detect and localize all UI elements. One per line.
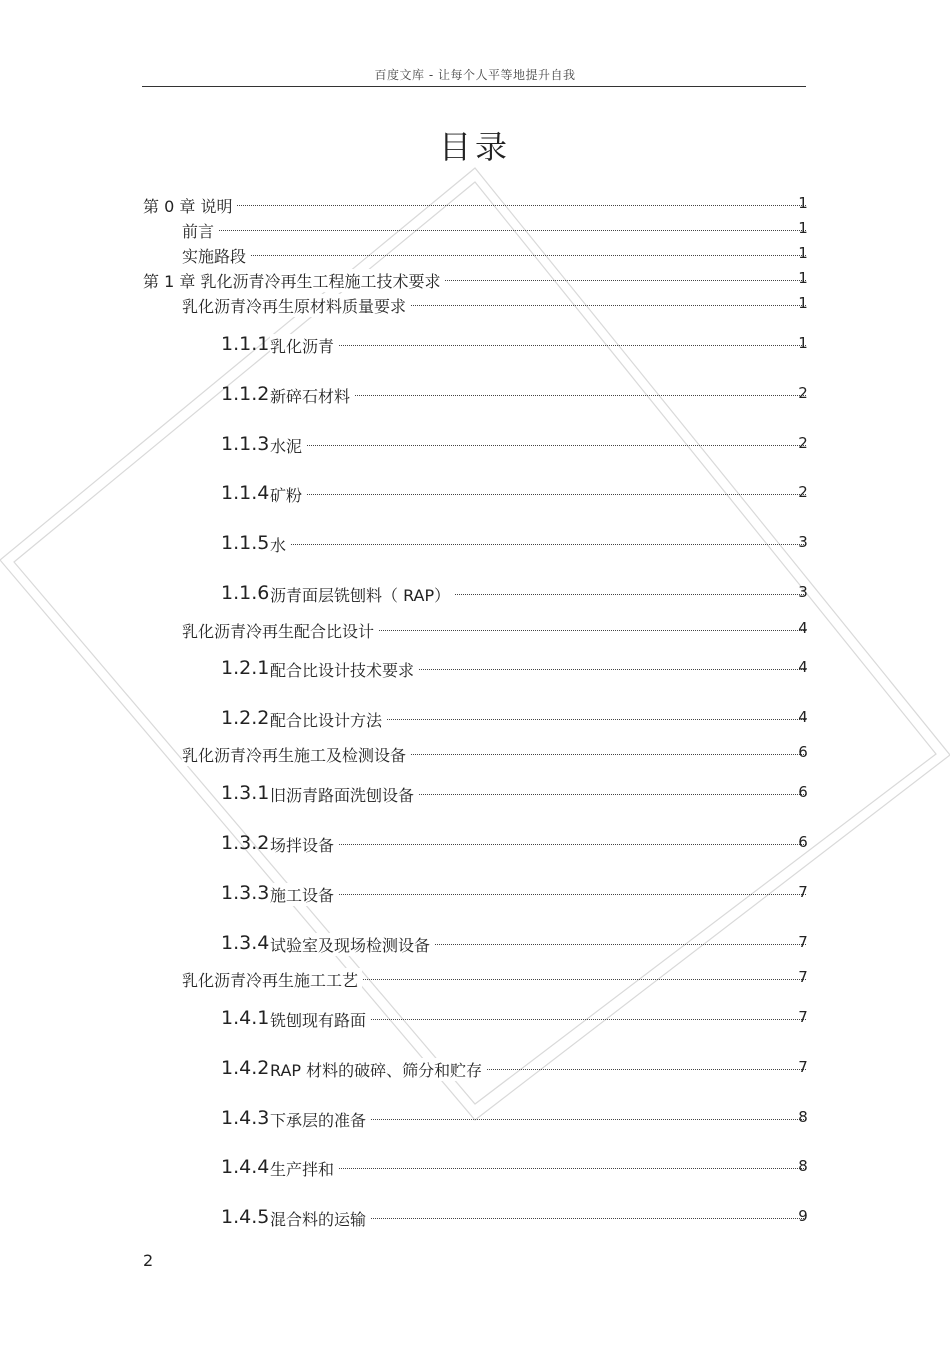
toc-entry[interactable] bbox=[0, 1057, 950, 1083]
toc-entry-page: 6 bbox=[798, 743, 808, 761]
toc-entry-page: 6 bbox=[798, 783, 808, 801]
toc-entry-number: 1.1.1 bbox=[221, 333, 270, 355]
toc-entry-title: RAP 材料的破碎、筛分和贮存 bbox=[270, 1058, 486, 1081]
toc-entry-page: 4 bbox=[798, 658, 808, 676]
toc-entry-title: 第 0 章 说明 bbox=[143, 194, 236, 217]
toc-entry-page: 6 bbox=[798, 833, 808, 851]
toc-leader-dots bbox=[143, 205, 806, 206]
toc-entry-page: 4 bbox=[798, 708, 808, 726]
toc-entry-page: 3 bbox=[798, 583, 808, 601]
toc-entry-title: 混合料的运输 bbox=[270, 1207, 370, 1230]
toc-entry[interactable] bbox=[0, 268, 950, 294]
toc-entry-title: 下承层的准备 bbox=[270, 1108, 370, 1131]
toc-entry-page: 1 bbox=[798, 334, 808, 352]
toc-entry-number: 1.1.3 bbox=[221, 433, 270, 455]
toc-entry-number: 1.3.4 bbox=[221, 932, 270, 954]
toc-entry-page: 1 bbox=[798, 244, 808, 262]
toc-entry-page: 7 bbox=[798, 1058, 808, 1076]
toc-entry-number: 1.4.5 bbox=[221, 1206, 270, 1228]
toc-entry[interactable] bbox=[0, 193, 950, 219]
toc-entry-page: 9 bbox=[798, 1207, 808, 1225]
header-divider bbox=[142, 86, 806, 87]
toc-entry[interactable] bbox=[0, 333, 950, 359]
toc-entry[interactable] bbox=[0, 1206, 950, 1232]
toc-entry[interactable] bbox=[0, 293, 950, 319]
toc-entry-number: 1.4.1 bbox=[221, 1007, 270, 1029]
toc-entry-number: 1.2.1 bbox=[221, 657, 270, 679]
toc-leader-dots bbox=[270, 544, 806, 545]
toc-entry-title: 乳化沥青冷再生施工工艺 bbox=[182, 968, 362, 991]
toc-entry-title: 乳化沥青冷再生原材料质量要求 bbox=[182, 294, 410, 317]
toc-entry-number: 1.3.2 bbox=[221, 832, 270, 854]
toc-leader-dots bbox=[270, 345, 806, 346]
toc-entry[interactable] bbox=[0, 532, 950, 558]
toc-entry-title: 施工设备 bbox=[270, 883, 338, 906]
toc-entry-page: 2 bbox=[798, 384, 808, 402]
toc-entry[interactable] bbox=[0, 1107, 950, 1133]
toc-entry-page: 7 bbox=[798, 1008, 808, 1026]
toc-entry[interactable] bbox=[0, 657, 950, 683]
toc-entry[interactable] bbox=[0, 967, 950, 993]
toc-entry-number: 1.2.2 bbox=[221, 707, 270, 729]
toc-entry-number: 1.1.5 bbox=[221, 532, 270, 554]
toc-leader-dots bbox=[270, 844, 806, 845]
toc-entry-title: 试验室及现场检测设备 bbox=[270, 933, 434, 956]
toc-entry[interactable] bbox=[0, 707, 950, 733]
toc-entry-page: 7 bbox=[798, 933, 808, 951]
toc-entry[interactable] bbox=[0, 433, 950, 459]
toc-entry[interactable] bbox=[0, 243, 950, 269]
toc-entry-title: 第 1 章 乳化沥青冷再生工程施工技术要求 bbox=[143, 269, 444, 292]
toc-leader-dots bbox=[270, 1168, 806, 1169]
toc-entry[interactable] bbox=[0, 582, 950, 608]
toc-entry-page: 1 bbox=[798, 269, 808, 287]
toc-entry-title: 乳化沥青 bbox=[270, 334, 338, 357]
toc-entry-title: 铣刨现有路面 bbox=[270, 1008, 370, 1031]
toc-entry-page: 8 bbox=[798, 1157, 808, 1175]
page-number: 2 bbox=[143, 1251, 154, 1270]
toc-entry-number: 1.1.4 bbox=[221, 482, 270, 504]
toc-entry-title: 水 bbox=[270, 533, 290, 556]
toc-entry-page: 1 bbox=[798, 294, 808, 312]
toc-entry-title: 水泥 bbox=[270, 434, 306, 457]
toc-entry[interactable] bbox=[0, 618, 950, 644]
toc-entry[interactable] bbox=[0, 742, 950, 768]
toc-entry-title: 乳化沥青冷再生施工及检测设备 bbox=[182, 743, 410, 766]
toc-entry[interactable] bbox=[0, 932, 950, 958]
toc-entry-title: 新碎石材料 bbox=[270, 384, 354, 407]
toc-entry-page: 1 bbox=[798, 194, 808, 212]
toc-entry-title: 矿粉 bbox=[270, 483, 306, 506]
toc-entry[interactable] bbox=[0, 383, 950, 409]
toc-entry-page: 8 bbox=[798, 1108, 808, 1126]
toc-entry-number: 1.1.6 bbox=[221, 582, 270, 604]
toc-leader-dots bbox=[182, 230, 806, 231]
toc-entry-title: 沥青面层铣刨料（ RAP） bbox=[270, 583, 454, 606]
toc-entry[interactable] bbox=[0, 482, 950, 508]
toc-leader-dots bbox=[270, 894, 806, 895]
toc-entry-number: 1.3.1 bbox=[221, 782, 270, 804]
toc-entry[interactable] bbox=[0, 1156, 950, 1182]
toc-entry-title: 生产拌和 bbox=[270, 1157, 338, 1180]
toc-entry[interactable] bbox=[0, 882, 950, 908]
toc-entry-page: 7 bbox=[798, 883, 808, 901]
toc-entry-title: 配合比设计技术要求 bbox=[270, 658, 418, 681]
toc-leader-dots bbox=[270, 494, 806, 495]
toc-entry[interactable] bbox=[0, 832, 950, 858]
toc-entry-title: 前言 bbox=[182, 219, 218, 242]
toc-entry-title: 乳化沥青冷再生配合比设计 bbox=[182, 619, 378, 642]
toc-entry-number: 1.4.3 bbox=[221, 1107, 270, 1129]
toc-entry-page: 1 bbox=[798, 219, 808, 237]
toc-entry-title: 配合比设计方法 bbox=[270, 708, 386, 731]
toc-entry[interactable] bbox=[0, 218, 950, 244]
toc-entry-page: 7 bbox=[798, 968, 808, 986]
toc-entry-page: 3 bbox=[798, 533, 808, 551]
toc-entry-title: 实施路段 bbox=[182, 244, 250, 267]
toc-entry[interactable] bbox=[0, 1007, 950, 1033]
toc-entry-page: 2 bbox=[798, 483, 808, 501]
toc-entry-number: 1.1.2 bbox=[221, 383, 270, 405]
page-title: 目录 bbox=[438, 128, 511, 166]
page-header: 百度文库 - 让每个人平等地提升自我 bbox=[374, 68, 576, 82]
toc-entry-page: 2 bbox=[798, 434, 808, 452]
toc-entry-page: 4 bbox=[798, 619, 808, 637]
toc-entry-number: 1.3.3 bbox=[221, 882, 270, 904]
toc-entry-title: 场拌设备 bbox=[270, 833, 338, 856]
toc-entry-number: 1.4.4 bbox=[221, 1156, 270, 1178]
toc-entry-title: 旧沥青路面洗刨设备 bbox=[270, 783, 418, 806]
toc-entry-number: 1.4.2 bbox=[221, 1057, 270, 1079]
toc-leader-dots bbox=[270, 445, 806, 446]
toc-leader-dots bbox=[182, 255, 806, 256]
toc-entry[interactable] bbox=[0, 782, 950, 808]
